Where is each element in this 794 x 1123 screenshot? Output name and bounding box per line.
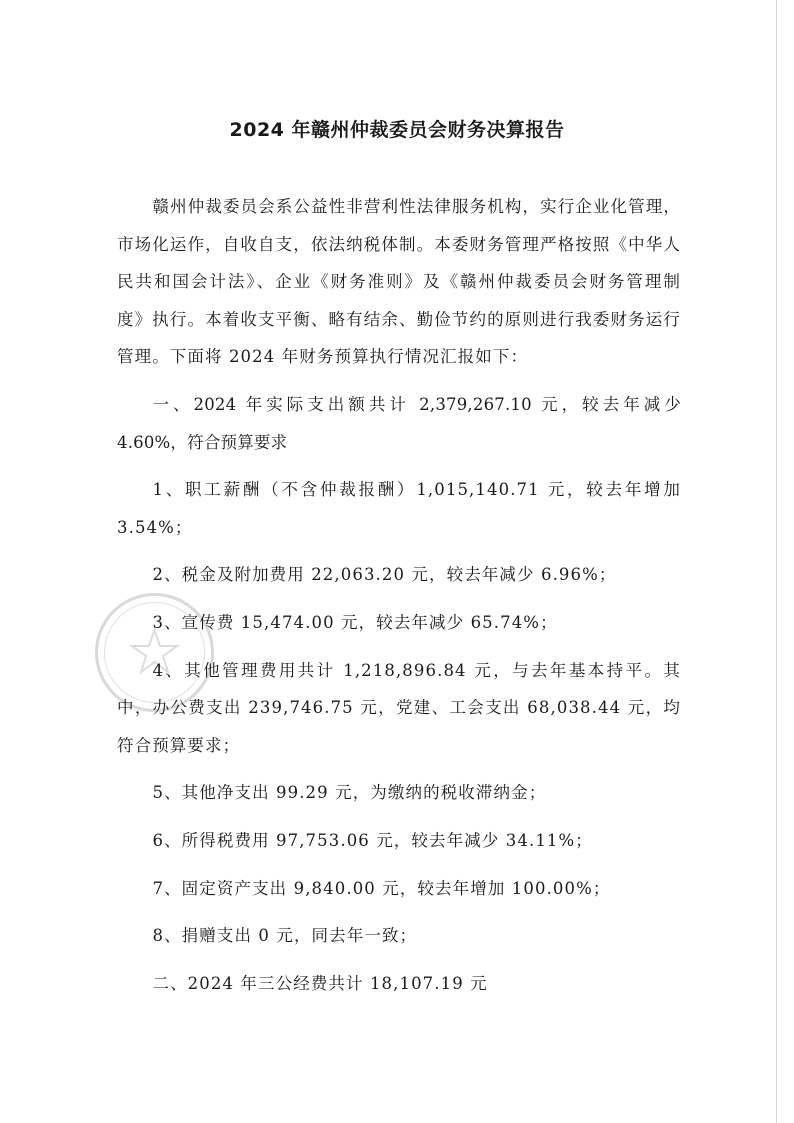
item-other-net-expense: 5、其他净支出 99.29 元，为缴纳的税收滞纳金； [152, 783, 547, 803]
item-publicity-expense: 3、宣传费 15,474.00 元，较去年减少 65.74%； [152, 612, 558, 632]
item-fixed-assets: 7、固定资产支出 9,840.00 元，较去年增加 100.00%； [152, 878, 611, 898]
item-donation: 8、捐赠支出 0 元，同去年一致； [152, 926, 418, 946]
item-income-tax: 6、所得税费用 97,753.06 元，较去年减少 34.11%； [152, 830, 593, 850]
report-title: 2024 年赣州仲裁委员会财务决算报告 [229, 119, 565, 141]
section-two-heading: 二、2024 年三公经费共计 18,107.19 元 [152, 973, 488, 993]
report-body [117, 188, 681, 1002]
item-taxes-surcharges: 2、税金及附加费用 22,063.20 元，较去年减少 6.96%； [152, 565, 617, 585]
item-other-admin-expense: 4、其他管理费用共计 1,218,896.84 元，与去年基本持平。其中，办公费支出 239,746.75 元，党建、工会支出 68,038.44 元，均符合预算要求； [117, 660, 681, 755]
intro-paragraph: 赣州仲裁委员会系公益性非营利性法律服务机构，实行企业化管理，市场化运作，自收自支，依法纳税体制。本委财务管理严格按照《中华人民共和国会计法》、企业《财务准则》及《赣州仲裁委员会财务管理制度》执行。本着收支平衡、略有结余、勤俭节约的原则进行我委财务运行管理。下面将 2024 年财务预算执行情况汇报如下： [117, 197, 681, 367]
page-edge-line [776, 0, 777, 1123]
section-one-heading: 一、2024 年实际支出额共计 2,379,267.10 元，较去年减少 4.60%，符合预算要求 [117, 394, 681, 452]
item-staff-salary: 1、职工薪酬（不含仲裁报酬）1,015,140.71 元，较去年增加 3.54%； [117, 480, 681, 537]
